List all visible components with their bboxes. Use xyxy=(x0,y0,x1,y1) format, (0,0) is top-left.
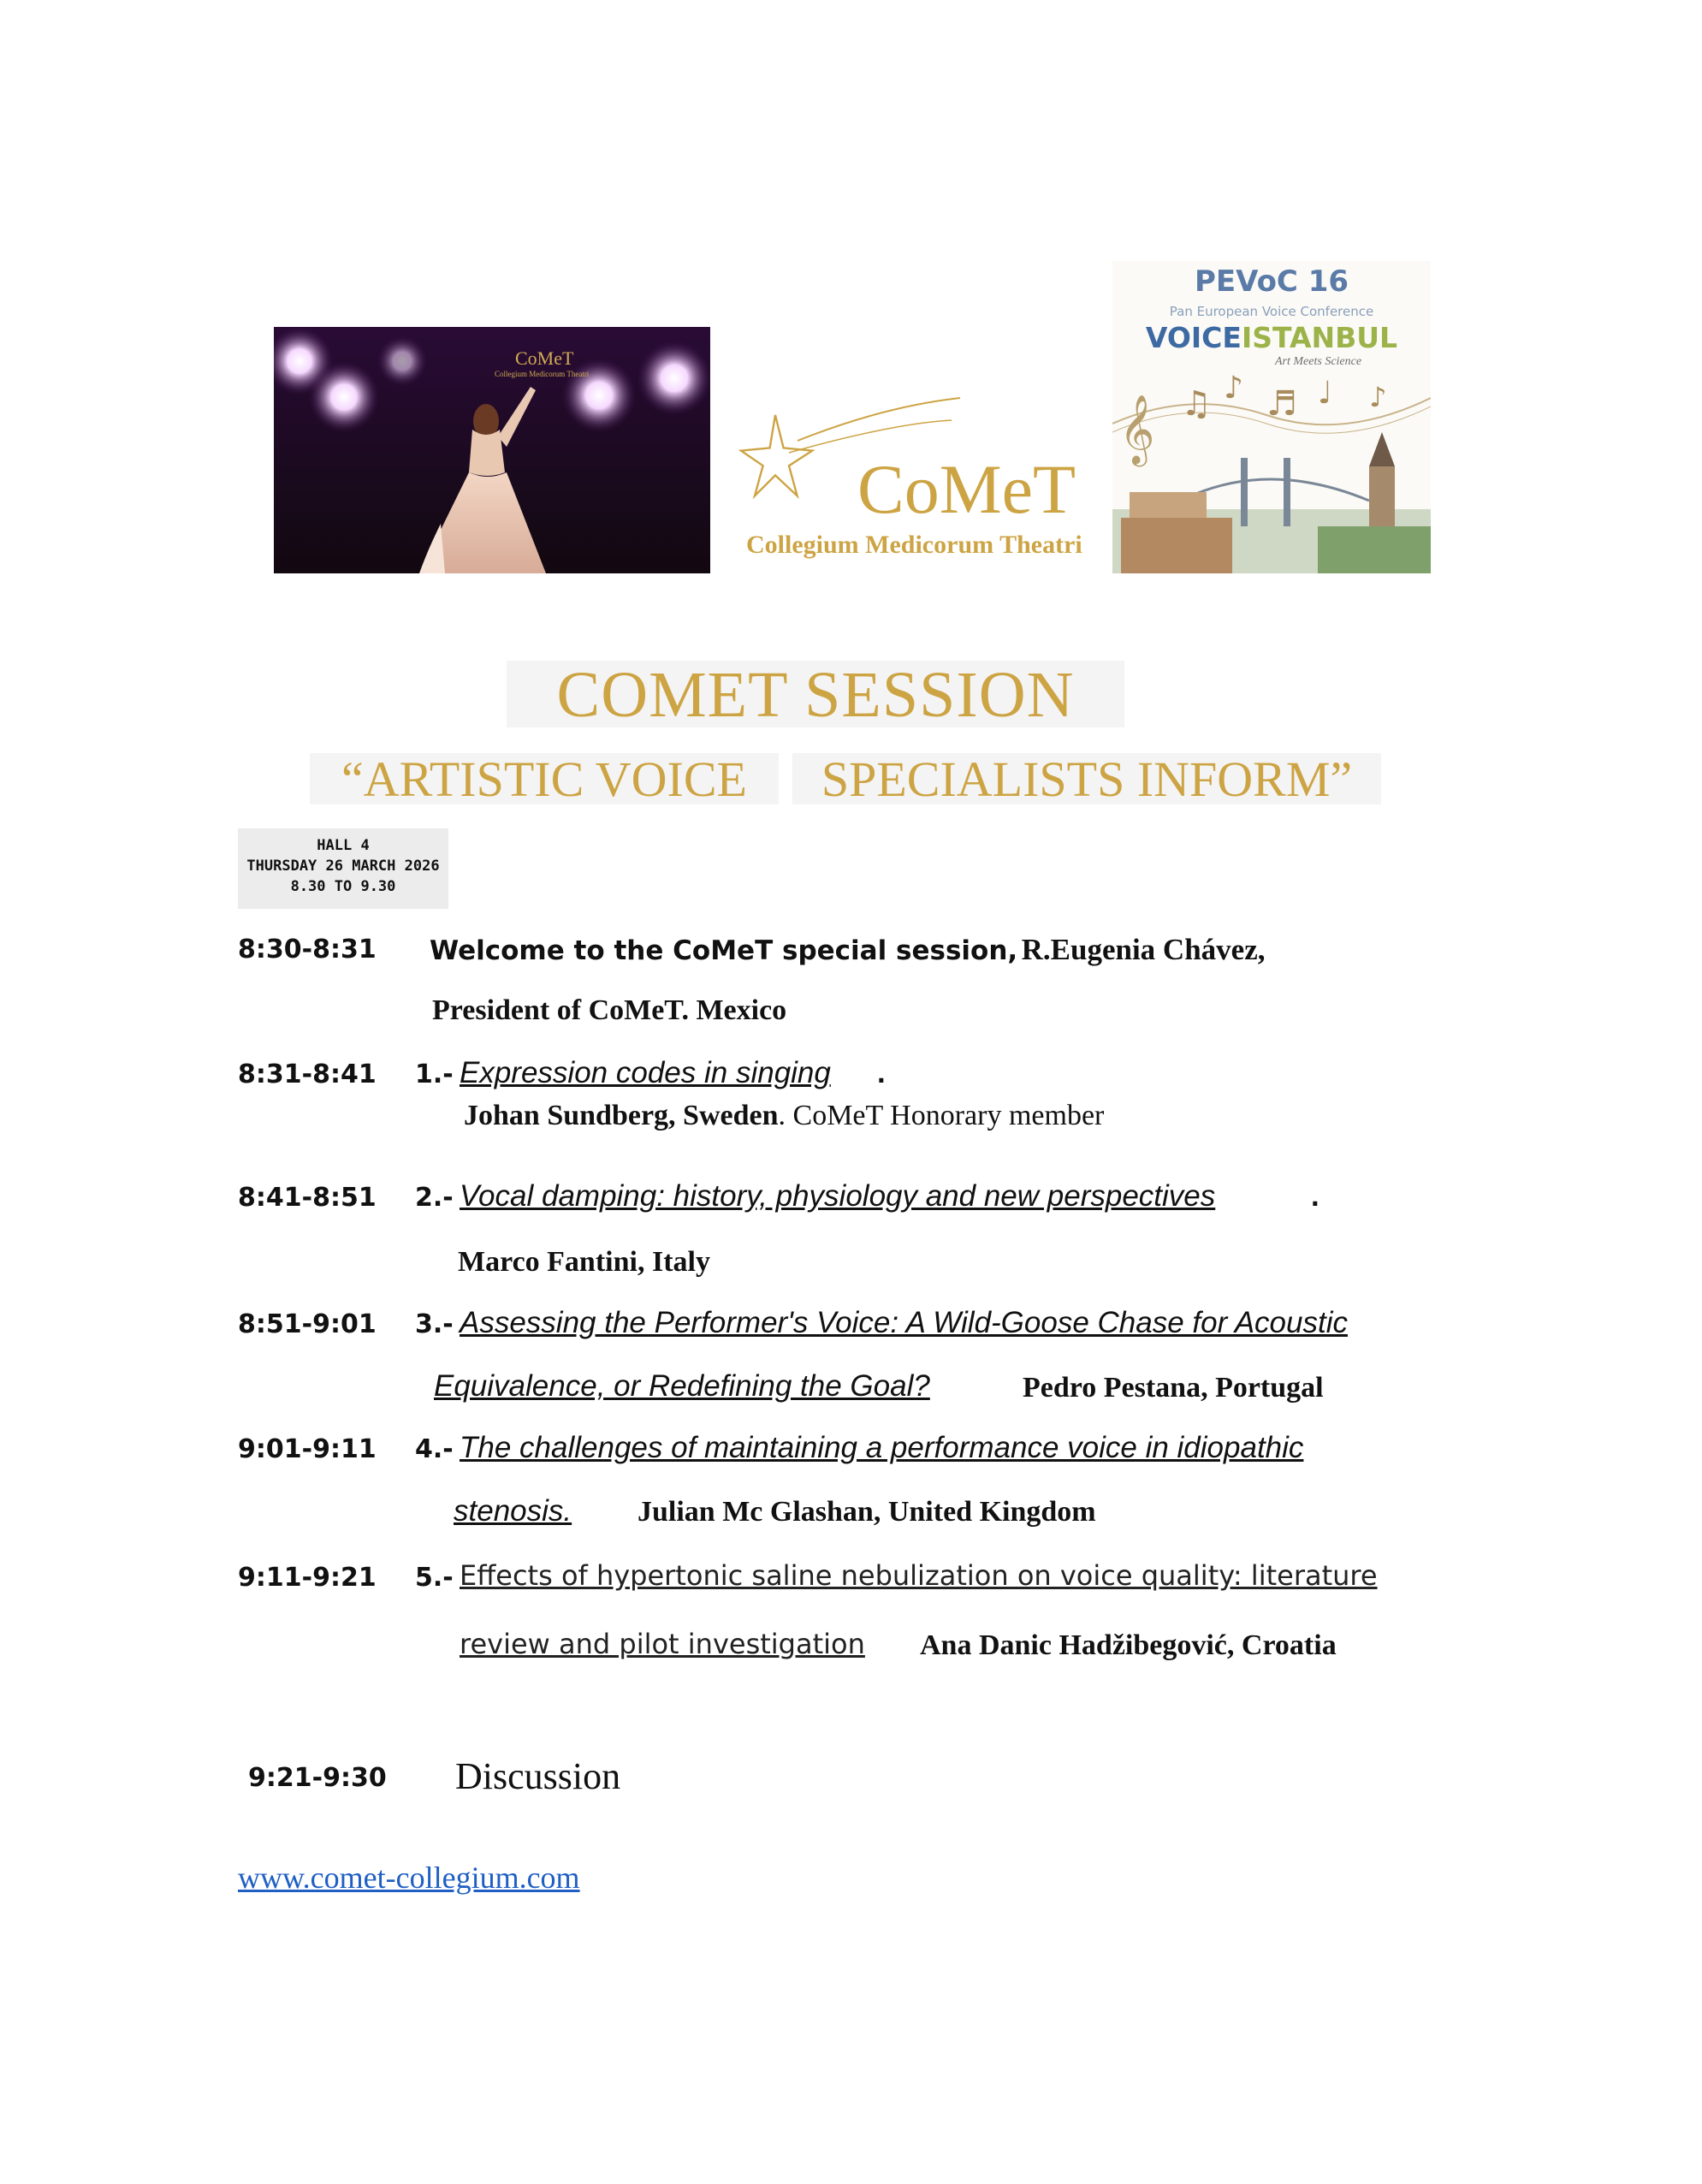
time-range-label: 8.30 TO 9.30 xyxy=(290,878,396,895)
welcome-line2: President of CoMeT. Mexico xyxy=(432,994,787,1026)
music-notes-city-illustration xyxy=(1112,364,1431,573)
talk1-title: Expression codes in singing xyxy=(460,1056,831,1089)
talk2-speaker: Marco Fantini, Italy xyxy=(458,1246,710,1278)
talk1-speaker-line xyxy=(464,1100,1104,1132)
talk3-title-line1: Assessing the Performer's Voice: A Wild-Goose Chase for Acoustic xyxy=(460,1306,1348,1339)
talk2-title-period: . xyxy=(1311,1179,1319,1213)
talk5-title-line1: Effects of hypertonic saline nebulization on voice quality: literature xyxy=(460,1559,1378,1592)
comet-logo xyxy=(738,389,1106,573)
pevoc-title: PEVoC 16 xyxy=(1194,264,1349,299)
talk4-speaker: Julian Mc Glashan, United Kingdom xyxy=(638,1496,1096,1528)
welcome-line xyxy=(430,933,1266,967)
comet-logo-subtitle: Collegium Medicorum Theatri xyxy=(746,531,1082,559)
session-title: COMET SESSION xyxy=(556,659,1075,731)
talk2-time: 8:41-8:51 xyxy=(238,1183,377,1213)
stage-photo xyxy=(274,327,710,573)
comet-logo-title: CoMeT xyxy=(857,450,1076,528)
talk3-number: 3.- xyxy=(415,1309,454,1339)
talk4-number: 4.- xyxy=(415,1434,454,1464)
welcome-time: 8:30-8:31 xyxy=(238,935,377,964)
talk5-time: 9:11-9:21 xyxy=(238,1563,377,1593)
singer-on-stage-illustration xyxy=(274,327,710,573)
talk5-speaker: Ana Danic Hadžibegović, Croatia xyxy=(920,1629,1337,1661)
talk5-title-line2: review and pilot investigation xyxy=(460,1628,865,1660)
talk4-title-line1: The challenges of maintaining a performance voice in idiopathic xyxy=(460,1431,1304,1464)
svg-text:♫: ♫ xyxy=(1181,384,1212,424)
session-subtitle-part2: SPECIALISTS INFORM” xyxy=(821,751,1353,807)
photo-logo-text: CoMeT xyxy=(515,347,574,369)
hall-label: HALL 4 xyxy=(317,837,370,854)
welcome-text: Welcome to the CoMeT special session, xyxy=(430,935,1018,966)
svg-text:♩: ♩ xyxy=(1318,376,1332,411)
discussion-label: Discussion xyxy=(455,1755,621,1797)
talk5-number: 5.- xyxy=(415,1563,454,1593)
talk3-time: 8:51-9:01 xyxy=(238,1309,377,1339)
pevoc-subtitle: Pan European Voice Conference xyxy=(1169,304,1374,319)
talk1-speaker: Johan Sundberg, Sweden xyxy=(464,1100,779,1131)
session-subtitle-part1: “ARTISTIC VOICE xyxy=(341,751,747,807)
pevoc-voice: VOICE xyxy=(1145,321,1242,354)
svg-text:♪: ♪ xyxy=(1224,371,1243,406)
photo-logo-subtitle: Collegium Medicorum Theatri xyxy=(495,370,590,378)
talk1-number: 1.- xyxy=(415,1059,454,1089)
session-info-box xyxy=(238,828,448,909)
discussion-time: 9:21-9:30 xyxy=(248,1763,387,1793)
website-link[interactable]: www.comet-collegium.com xyxy=(238,1861,580,1895)
talk3-title-line2: Equivalence, or Redefining the Goal? xyxy=(434,1369,930,1403)
talk1-time: 8:31-8:41 xyxy=(238,1059,377,1089)
welcome-host: R.Eugenia Chávez, xyxy=(1021,933,1266,966)
talk4-time: 9:01-9:11 xyxy=(238,1434,377,1464)
date-label: THURSDAY 26 MARCH 2026 xyxy=(246,858,440,875)
svg-text:♬: ♬ xyxy=(1266,384,1297,424)
pevoc-banner xyxy=(1112,261,1431,573)
talk4-title-line2: stenosis. xyxy=(454,1494,572,1528)
pevoc-tagline: Art Meets Science xyxy=(1275,355,1362,368)
pevoc-voice-istanbul xyxy=(1112,321,1431,354)
svg-text:♪: ♪ xyxy=(1369,381,1387,413)
svg-text:𝄞: 𝄞 xyxy=(1119,394,1155,464)
talk1-title-period: . xyxy=(877,1056,886,1089)
talk2-number: 2.- xyxy=(415,1183,454,1213)
talk2-title: Vocal damping: history, physiology and new perspectives xyxy=(460,1179,1216,1213)
talk3-speaker: Pedro Pestana, Portugal xyxy=(1023,1372,1324,1404)
pevoc-istanbul: ISTANBUL xyxy=(1241,321,1398,354)
talk1-note: . CoMeT Honorary member xyxy=(778,1100,1105,1131)
